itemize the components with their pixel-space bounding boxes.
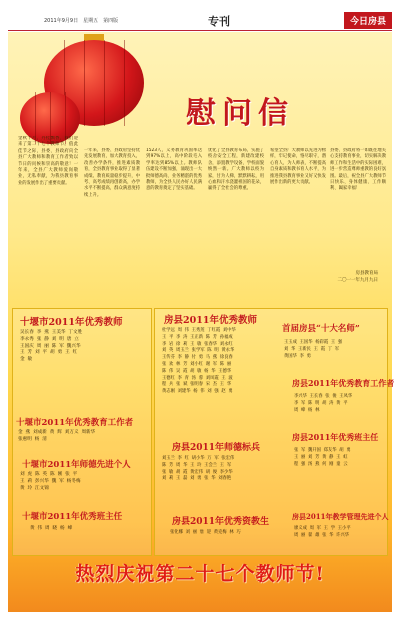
honour-heading: 十堰市2011年师德先进个人 — [22, 460, 131, 470]
letter-column: 金秋十月，丹桂飘香，我们迎来了第二十七个教师节。值此佳节之际，县委、县政府向全县广大教师和教育工作者致以节日的问候和崇高的敬意！一年来，全县广大教师爱岗敬业，无私奉献，为我县教育事业的发展作出了重要贡献。 — [18, 136, 78, 186]
letter-column: 县委、县政府将一如既往地关心支持教育事业，切实解决教师工作和生活中的实际困难，进一步营造尊师重教的良好氛围。最后，祝全县广大教师节日快乐、身体健康、工作顺利、阖家幸福！ — [330, 148, 386, 192]
honour-heading: 十堰市2011年优秀教师 — [20, 317, 123, 328]
letter-column: 优化了全县教育布局，实施了校舍安全工程，新建改建校舍，添置教学设备，学校面貌焕然一新。广大教师以校为家，甘为人梯，默默耕耘，用心血和汗水浇灌祖国的花朵，赢得了全社会的尊重。 — [208, 148, 264, 192]
page-header — [8, 10, 392, 31]
letter-signoff — [338, 270, 379, 284]
honour-heading: 房县2011年优秀班主任 — [292, 432, 379, 442]
honour-names: 张化娜 刘 丽 詹 迎 黄克梅 林 巧 — [170, 530, 241, 535]
issue-date: 2011年9月9日 星期五 第四版 — [44, 18, 119, 24]
honour-heading: 首届房县“十大名师” — [282, 324, 360, 334]
honour-names: 王玉成 王国华 杨彩霞 王 强 刘 华 王新民 王 霞 丁 军 黄国华 李 勇 — [284, 340, 343, 359]
letter-column: 希望全县广大教师以先进为榜样，牢记使命，恪尽职守，潜心育人，为人师表，不断提高自身素质和教书育人水平，为推进我县教育事业又好又快发展作出新的更大贡献。 — [270, 148, 326, 186]
masthead-logo: 今日房县 — [344, 12, 392, 29]
honour-names: 张 军 魏开国 郑友华 胡 勇 王 丽 刘 芳 黄 静 王 虹 程 强 汤 燕 何 刚 童 云 — [294, 448, 351, 467]
honour-heading: 十堰市2011年优秀教育工作者 — [16, 418, 134, 428]
honour-names: 吴长春 李 燕 王美华 丁文胜 李永秀 张 静 刘 明 唐 立 王国庆 周 丽 陈 军 魏兴华 王 芳 刘 平 胡 勇 王 红 金 敏 — [20, 330, 83, 363]
honour-names: 刘玉兰 李 红 胡小华 万 军 张宏伟 陈 芳 周 华 王 玲 王会兰 王 军 张 敏 胡 霞 黄宏伟 胡 俊 李少华 刘 莉 王 磊 刘 勇 张 华 刘春艳 — [162, 456, 235, 482]
honour-names: 廖义成 周 军 王 学 王小平 周 丽 翟 雄 张 华 许兴华 — [294, 526, 351, 538]
honour-heading: 十堰市2011年优秀班主任 — [22, 512, 123, 522]
honour-heading: 房县2011年优秀教育工作者 — [292, 378, 395, 388]
letter-column: 一年来，县委、县政府坚持优先发展教育，加大教育投入，改善办学条件，推进素质教育，全县教育事业取得了显著成绩。教育质量稳步提升，中考、高考成绩再创新高，办学水平不断提高，群众满意度持续上升。 — [84, 148, 140, 198]
celebration-banner: 热烈庆祝第二十七个教师节! — [75, 563, 325, 585]
honour-names: 黄 伟 周 晓 杨 峰 — [30, 526, 73, 531]
honour-heading: 房县2011年优秀教师 — [164, 315, 257, 326]
honour-names: 李兴华 王长春 张 俊 王凤华 李 军 陈 明 胡 涛 黄 平 周 峰 杨 林 — [294, 394, 353, 413]
letter-title: 慰问信 — [186, 96, 294, 131]
section-title: 专刊 — [208, 15, 230, 28]
letter-signer: 房县教育局 — [355, 271, 378, 276]
honour-heading: 房县2011年师德标兵 — [172, 443, 261, 453]
letter-column: 1523人，义务教育巩固率达到97%以上，高中阶段毛入学率达到85%以上。教师队伍建设不断加强，涌现出一大批师德高尚、业务精湛的优秀教师，为全县人民办好人民满意的教育奠定了坚实基础。 — [146, 148, 202, 192]
honour-names: 杜学远 周 伟 王秀莲 丁红霞 刘中华 王 平 李 涛 王正新 陈 芳 孙福成 李 岩 徐 莉 王 敏 张春华 刘永红 刘 英 周玉兰 张学军 陈 明 黄永华 王传芬 李 静 付 勇 马 燕 徐良春 张 欢 林 芳 刘小红 谢 军 陈 丽 陈 伟 吴 霞 胡 敏 杨 华 王德华 王德红 李 青 汤 蓉 刘凤霞 王 波 程 兵 张 斌 张明春 宋 杰 王 华 黄志刚 刘建华 杨 伟 刘 强 赵 勇 — [162, 328, 236, 395]
honour-heading: 房县2011年优秀资教生 — [172, 517, 270, 527]
letter-date: 二〇一一年九月九日 — [337, 278, 378, 283]
honour-names: 金 燕 刘成新 黄 辉 刘万义 周新华 张惠明 杨 清 — [18, 430, 96, 442]
honour-names: 刘 虎 陈 英 陈 刚 张 平 王 莉 彭兴华 魏 军 杨冬梅 黄 玲 江文锦 — [20, 472, 81, 491]
honour-heading: 房县2011年教学管理先进个人 — [292, 512, 389, 521]
